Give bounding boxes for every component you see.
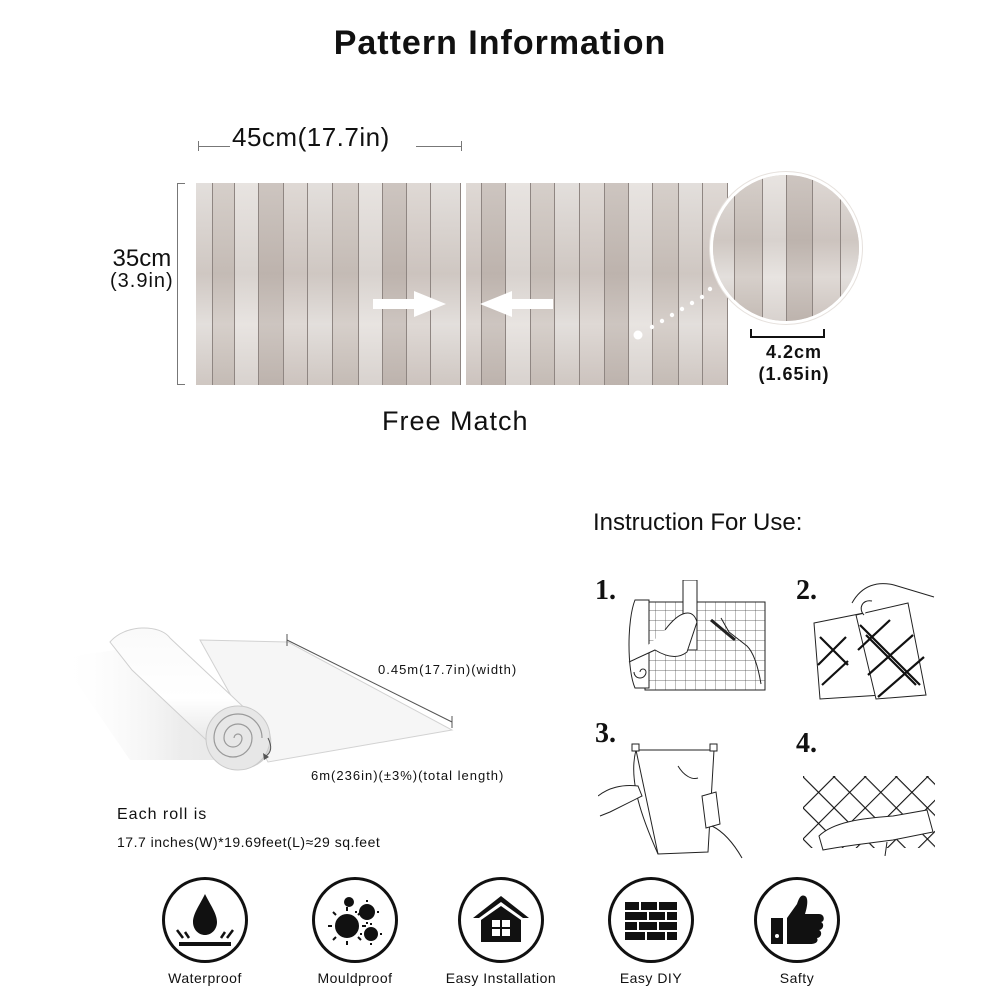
wallpaper-roll-illustration bbox=[40, 610, 480, 790]
detail-dimension-bracket bbox=[750, 329, 825, 338]
step-3-hang-paper-illustration bbox=[598, 740, 748, 860]
step-1-measure-cut-illustration bbox=[625, 580, 775, 695]
detail-size-label bbox=[740, 342, 848, 385]
feature-label-safty: Safty bbox=[779, 970, 815, 986]
arrow-left-icon bbox=[480, 291, 553, 317]
house-icon bbox=[458, 877, 544, 963]
roll-width-label: 0.45m(17.7in)(width) bbox=[378, 662, 518, 677]
feature-label-mouldproof: Mouldproof bbox=[317, 970, 393, 986]
feature-label-waterproof: Waterproof bbox=[168, 970, 242, 986]
pattern-height-cm: 35cm bbox=[112, 245, 172, 272]
pattern-width-label: 45cm(17.7in) bbox=[232, 122, 390, 152]
pattern-height-in: (3.9in) bbox=[110, 270, 174, 293]
pattern-detail-magnifier bbox=[710, 172, 862, 324]
wood-plank bbox=[787, 175, 813, 321]
mouldproof-icon bbox=[312, 877, 398, 963]
feature-label-easy-installation: Easy Installation bbox=[445, 970, 557, 986]
feature-label-easy-diy: Easy DIY bbox=[619, 970, 683, 986]
brick-wall-icon bbox=[608, 877, 694, 963]
step-3-number: 3. bbox=[595, 718, 616, 749]
step-4-number: 4. bbox=[796, 728, 817, 759]
detail-size-cm: 4.2cm bbox=[765, 342, 823, 362]
roll-length-label: 6m(236in)(±3%)(total length) bbox=[311, 768, 505, 783]
wood-plank bbox=[841, 175, 862, 321]
wood-plank bbox=[763, 175, 787, 321]
detail-size-in: (1.65in) bbox=[758, 363, 830, 384]
wood-plank bbox=[735, 175, 763, 321]
roll-description-line1: Each roll is bbox=[117, 806, 208, 823]
step-2-peel-backing-illustration bbox=[808, 575, 940, 700]
waterproof-icon bbox=[162, 877, 248, 963]
step-1-number: 1. bbox=[595, 575, 616, 606]
thumbs-up-icon bbox=[754, 877, 840, 963]
magnify-dots bbox=[634, 287, 713, 340]
step-2-number: 2. bbox=[796, 575, 817, 606]
page-title: Pattern Information bbox=[333, 24, 667, 62]
roll-description-line2: 17.7 inches(W)*19.69feet(L)≈29 sq.feet bbox=[117, 834, 381, 850]
arrow-right-icon bbox=[373, 291, 446, 317]
step-4-smooth-paper-illustration bbox=[803, 776, 938, 856]
instructions-title: Instruction For Use: bbox=[593, 509, 803, 536]
wood-plank bbox=[813, 175, 841, 321]
wood-plank bbox=[713, 175, 735, 321]
free-match-label: Free Match bbox=[382, 406, 529, 436]
